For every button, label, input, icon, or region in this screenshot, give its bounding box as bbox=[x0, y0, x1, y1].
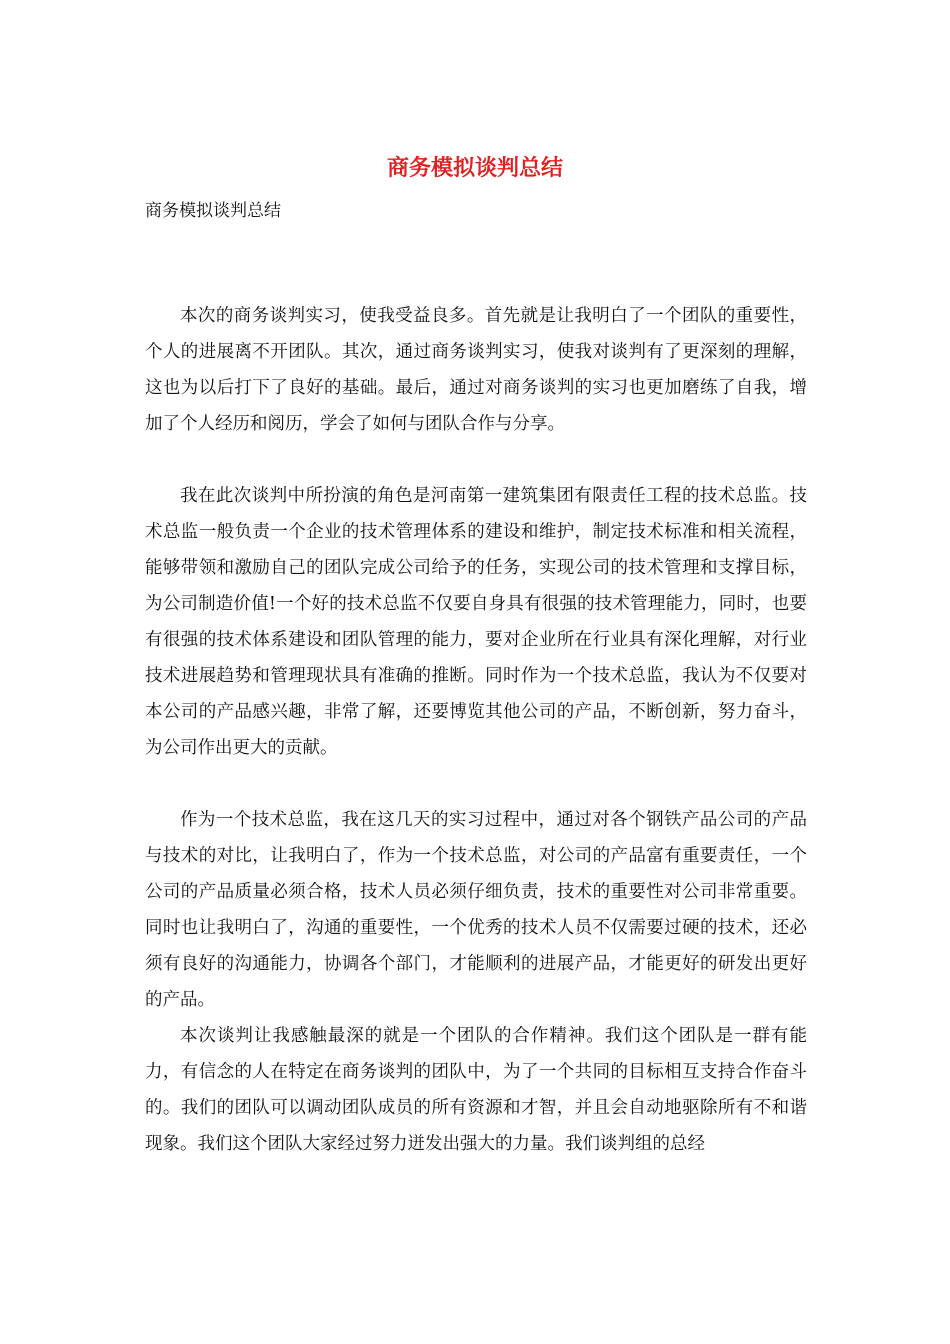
document-title: 商务模拟谈判总结 bbox=[386, 155, 563, 181]
document-body bbox=[145, 298, 807, 1162]
document-subtitle: 商务模拟谈判总结 bbox=[145, 201, 281, 221]
paragraph-4: 本次谈判让我感触最深的就是一个团队的合作精神。我们这个团队是一群有能力，有信念的人在特定在商务谈判的团队中，为了一个共同的目标相互支持合作奋斗的。我们的团队可以调动团队成员的所有资源和才智，并且会自动地驱除所有不和谐现象。我们这个团队大家经过努力迸发出强大的力量。我们谈判组的总经 bbox=[145, 1026, 807, 1154]
paragraph-3: 作为一个技术总监，我在这几天的实习过程中，通过对各个钢铁产品公司的产品与技术的对比，让我明白了，作为一个技术总监，对公司的产品富有重要责任，一个公司的产品质量必须合格，技术人员必须仔细负责，技术的重要性对公司非常重要。同时也让我明白了，沟通的重要性，一个优秀的技术人员不仅需要过硬的技术，还必须有良好的沟通能力，协调各个部门，才能顺利的进展产品，才能更好的研发出更好的产品。 bbox=[145, 810, 807, 1010]
paragraph-1: 本次的商务谈判实习，使我受益良多。首先就是让我明白了一个团队的重要性，个人的进展离不开团队。其次，通过商务谈判实习，使我对谈判有了更深刻的理解，这也为以后打下了良好的基础。最后，通过对商务谈判的实习也更加磨练了自我，增加了个人经历和阅历，学会了如何与团队合作与分享。 bbox=[145, 306, 807, 434]
paragraph-2: 我在此次谈判中所扮演的角色是河南第一建筑集团有限责任工程的技术总监。技术总监一般负责一个企业的技术管理体系的建设和维护，制定技术标准和相关流程，能够带领和激励自己的团队完成公司给予的任务，实现公司的技术管理和支撑目标，为公司制造价值!一个好的技术总监不仅要自身具有很强的技术管理能力，同时，也要有很强的技术体系建设和团队管理的能力，要对企业所在行业具有深化理解，对行业技术进展趋势和管理现状具有准确的推断。同时作为一个技术总监，我认为不仅要对本公司的产品感兴趣，非常了解，还要博览其他公司的产品，不断创新，努力奋斗，为公司作出更大的贡献。 bbox=[145, 486, 807, 758]
